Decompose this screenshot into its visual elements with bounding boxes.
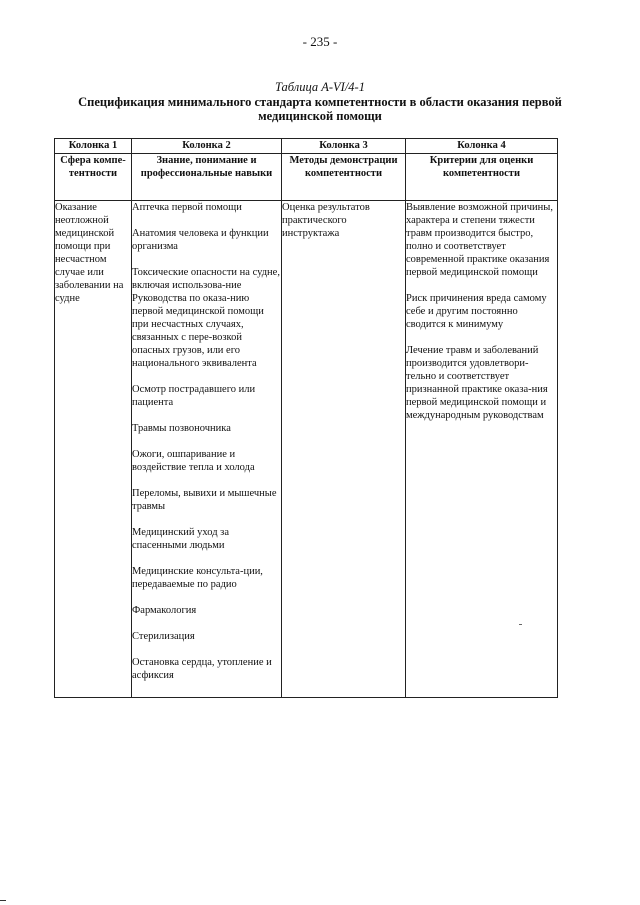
margin-mark (0, 900, 6, 901)
skill-item: Аптечка первой помощи (132, 202, 242, 213)
skill-item: Анатомия человека и функции организма (132, 228, 269, 252)
criterion-item: Лечение травм и заболеваний производится удовлетвори-тельно и соответствует признанной практике оказа-ния первой медицинской помощи и международным руководствам (406, 345, 548, 421)
column-title-methods: Методы демонстрации компетентности (282, 154, 406, 201)
demonstration-cell (282, 201, 406, 698)
skill-item: Медицинский уход за спасенными людьми (132, 527, 229, 551)
column-header-2: Колонка 2 (132, 139, 282, 154)
skill-item: Травмы позвоночника (132, 423, 231, 434)
page-number: - 235 - (302, 34, 338, 49)
criteria-cell (406, 201, 558, 698)
skill-item: Фармакология (132, 605, 197, 616)
skill-item: Токсические опасности на судне, включая использова-ние Руководства по оказа-нию первой медицинской помощи при несчастных случаях, связанных с пере-возкой опасных грузов, или его национального эквивалента (132, 267, 280, 369)
competence-cell (55, 201, 132, 698)
column-header-1: Колонка 1 (55, 139, 132, 154)
column-header-4: Колонка 4 (406, 139, 558, 154)
skill-item: Медицинские консульта-ции, передаваемые по радио (132, 566, 263, 590)
column-title-knowledge: Знание, понимание и профессиональные навыки (132, 154, 282, 201)
table-row (55, 201, 558, 698)
competence-text: Оказание неотложной медицинской помощи при несчастном случае или заболевании на судне (55, 202, 124, 304)
demonstration-text: Оценка результатов практического инструктажа (282, 202, 370, 239)
criterion-item: Риск причинения вреда самому себе и другим постоянно сводится к минимуму (406, 293, 547, 330)
skill-item: Переломы, вывихи и мышечные травмы (132, 488, 277, 512)
column-title-row (55, 154, 558, 201)
column-title-competence: Сфера компе-тентности (55, 154, 132, 201)
competence-table (54, 138, 558, 698)
column-title-criteria: Критерии для оценки компетентности (406, 154, 558, 201)
table-caption: Таблица A-VI/4-1 (275, 80, 365, 94)
skill-item: Ожоги, ошпаривание и воздействие тепла и холода (132, 449, 255, 473)
column-number-row (55, 139, 558, 154)
column-header-3: Колонка 3 (282, 139, 406, 154)
skill-item: Осмотр пострадавшего или пациента (132, 384, 256, 408)
skill-item: Остановка сердца, утопление и асфиксия (132, 657, 272, 681)
table-title: Спецификация минимального стандарта компетентности в области оказания первой медицинской помощи (78, 95, 562, 123)
skill-item: Стерилизация (132, 631, 195, 642)
skills-cell (132, 201, 282, 698)
scan-speck (519, 624, 522, 625)
criterion-item: Выявление возможной причины, характера и степени тяжести травм производится быстро, полно и соответствует современной практике оказания первой медицинской помощи (406, 202, 553, 278)
